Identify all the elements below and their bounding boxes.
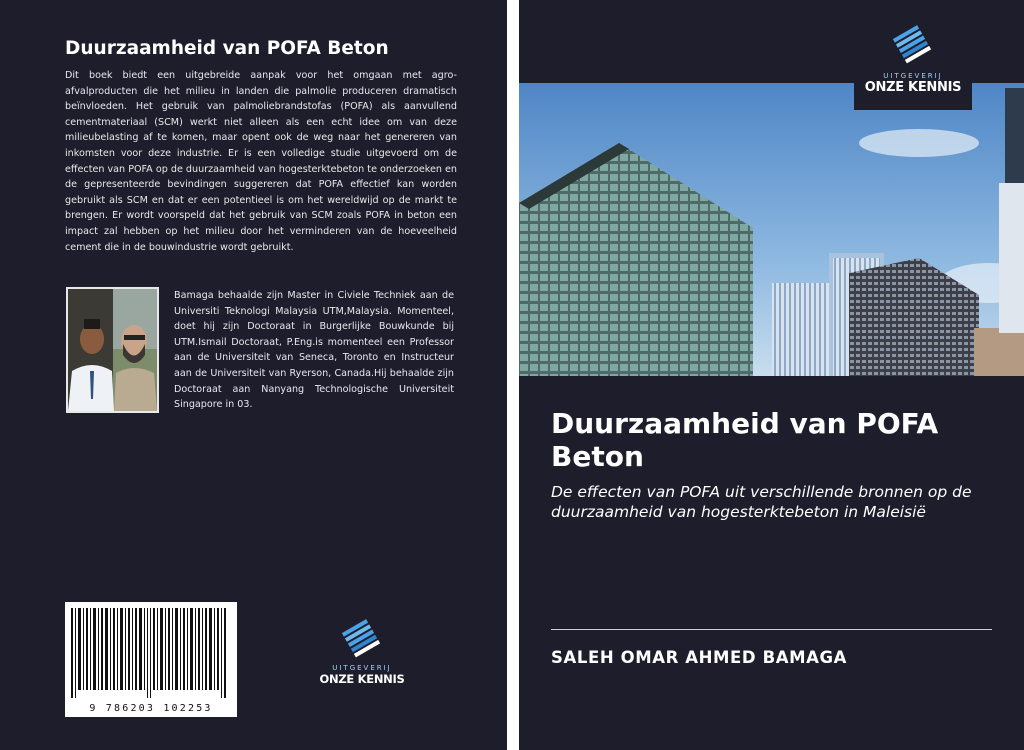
publisher-logo-back bbox=[312, 618, 412, 700]
cover-photo-buildings bbox=[519, 83, 1024, 376]
back-cover bbox=[0, 0, 507, 750]
publisher-name: ONZE KENNIS bbox=[319, 672, 405, 686]
front-cover-author: SALEH OMAR AHMED BAMAGA bbox=[551, 648, 848, 667]
author-photo-image bbox=[68, 289, 157, 411]
back-cover-title: Duurzaamheid van POFA Beton bbox=[65, 38, 389, 59]
divider-line bbox=[551, 629, 992, 630]
publisher-small-label: UITGEVERIJ bbox=[883, 72, 943, 80]
author-biography: Bamaga behaalde zijn Master in Civiele Techniek aan de Universiti Teknologi Malaysia UTM,Malaysia. Momenteel, doet hij zijn Doctoraat in Burgerlijke Bouwkunde bij UTM.Ismail Doctoraat, P.Eng.is momenteel een Professor aan de Universiteit van Seneca, Toronto en Instructeur aan de Universiteit van Ryerson, Canada.Hij behaalde zijn Doctoraat aan Nanyang Technologische Universiteit Singapore in 03. bbox=[174, 290, 454, 411]
author-photo bbox=[66, 287, 159, 413]
book-logo-icon bbox=[340, 618, 384, 660]
publisher-logo-front bbox=[854, 22, 972, 110]
spine-gap bbox=[507, 0, 519, 750]
publisher-name: ONZE KENNIS bbox=[864, 80, 962, 95]
back-cover-description: Dit boek biedt een uitgebreide aanpak voor het omgaan met agro-afvalproducten die het milieu in landen die palmolie produceren dramatisch beïnvloeden. Het gebruik van palmoliebrandstofas (POFA) als aanvullend cementmateriaal (SCM) werkt niet alleen als een echt idee om van deze milieubelasting af te komen, maar opent ook de weg naar het genereren van inkomsten voor deze industrie. Er is een volledige studie uitgevoerd om de effecten van POFA op de duurzaamheid van hogesterktebeton te onderzoeken en de gepresenteerde bevindingen suggereren dat POFA effectief kan worden gebruikt als SCM en dat er een potentieel is om het wereldwijd op de markt te brengen. Er wordt voorspeld dat het gebruik van SCM zoals POFA in beton een impact zal hebben op het milieu door het verminderen van de hoeveelheid cement die in de bouwindustrie wordt gebruikt. bbox=[65, 70, 457, 253]
buildings-image bbox=[519, 83, 1024, 376]
barcode-bars bbox=[65, 602, 237, 702]
publisher-small-label: UITGEVERIJ bbox=[332, 664, 392, 672]
book-logo-icon bbox=[891, 24, 935, 68]
barcode-number: 9 786203 102253 bbox=[89, 703, 213, 714]
barcode bbox=[65, 602, 237, 717]
front-cover-subtitle: De effecten van POFA uit verschillende bronnen op de duurzaamheid van hogesterktebeton in Maleisië bbox=[551, 483, 972, 521]
front-cover-title: Duurzaamheid van POFA Beton bbox=[551, 407, 939, 473]
front-cover bbox=[519, 0, 1024, 750]
